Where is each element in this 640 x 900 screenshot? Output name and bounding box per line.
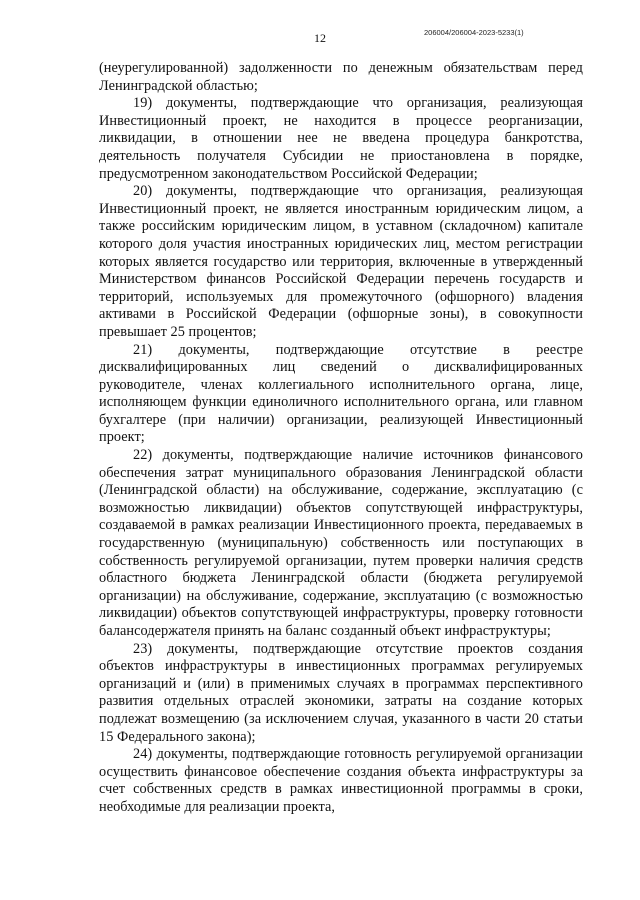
paragraph-item-24: 24) документы, подтверждающие готовность регулируемой организации осуществить финансовое обеспечение создания объекта инфраструктуры за счет собственных средств в рамках инвестиционной программы в сроки, необходимые для реализации проекта,: [99, 746, 583, 815]
paragraph-item-23: 23) документы, подтверждающие отсутствие проектов создания объектов инфраструктуры в инвестиционных программах регулируемых организаций и (или) в применимых случаях в программах перспективного развития отдельных отраслей экономики, затраты на создание которых подлежат возмещению (за исключением случая, указанного в части 20 статьи 15 Федерального закона);: [99, 640, 583, 745]
paragraph-item-22: 22) документы, подтверждающие наличие источников финансового обеспечения затрат муниципального образования Ленинградской области (Ленинградской области) на обслуживание, содержание, эксплуатацию (с возможностью ликвидации) объектов сопутствующей инфраструктуры, создаваемой в рамках реализации Инвестиционного проекта, передаваемых в государственную (муниципальную) собственность или поступающих в собственность регулируемой организации, путем проверки наличия средств областного бюджета Ленинградской области (бюджета регулируемой организации) на обслуживание, содержание, эксплуатацию (с возможностью ликвидации) объектов сопутствующей инфраструктуры, проверку готовности балансодержателя принять на баланс созданный объект инфраструктуры;: [99, 447, 583, 639]
page-number: 12: [314, 31, 326, 45]
document-id: 206004/206004-2023-5233(1): [424, 28, 524, 37]
paragraph-item-21: 21) документы, подтверждающие отсутствие в реестре дисквалифицированных лиц сведений о дисквалифицированных руководителе, членах коллегиального исполнительного органа, лице, исполняющем функции единоличного исполнительного органа, или главном бухгалтере (при наличии) организации, реализующей Инвестиционный проект;: [99, 341, 583, 446]
paragraph-item-20: 20) документы, подтверждающие что организация, реализующая Инвестиционный проект, не является иностранным юридическим лицом, а также российским юридическим лицом, в уставном (складочном) капитале которого доля участия иностранных юридических лиц, местом регистрации которых является государство или территория, включенные в утвержденный Министерством финансов Российской Федерации перечень государств и территорий, используемых для промежуточного (офшорного) владения активами в Российской Федерации (офшорные зоны), в совокупности превышает 25 процентов;: [99, 183, 583, 340]
paragraph-item-19: 19) документы, подтверждающие что организация, реализующая Инвестиционный проект, не находится в процессе реорганизации, ликвидации, в отношении нее не введена процедура банкротства, деятельность получателя Субсидии не приостановлена в порядке, предусмотренном законодательством Российской Федерации;: [99, 95, 583, 182]
document-body: [99, 60, 583, 817]
paragraph-continuation: (неурегулированной) задолженности по денежным обязательствам перед Ленинградской областью;: [99, 60, 583, 94]
